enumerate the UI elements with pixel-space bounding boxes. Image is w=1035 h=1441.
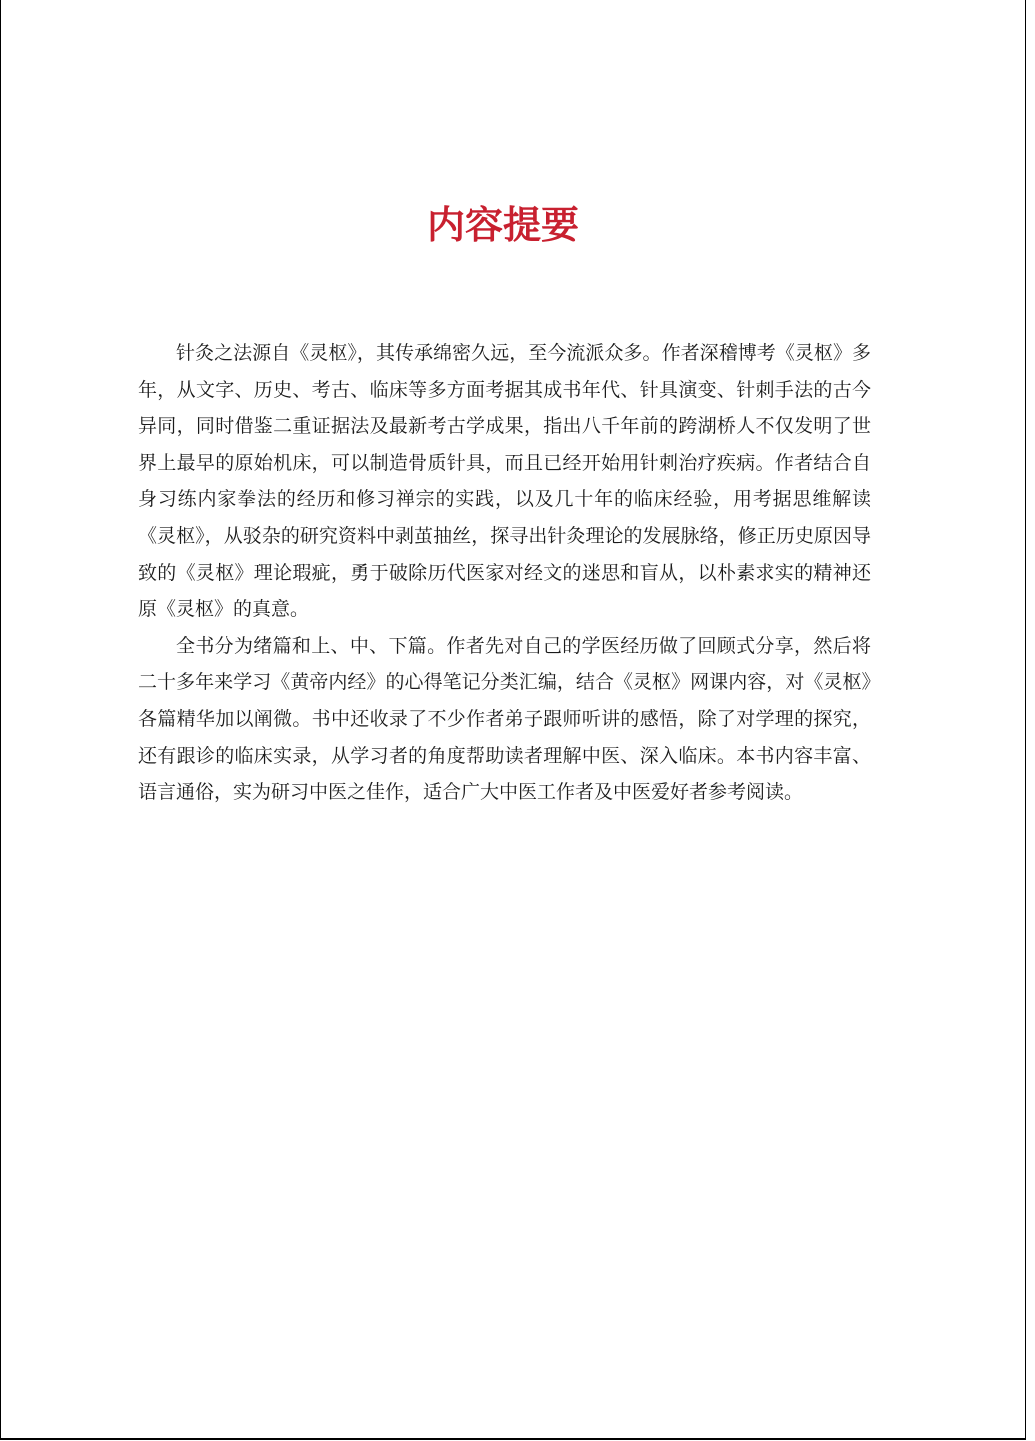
summary-body — [138, 335, 871, 811]
page-title: 内容提要 — [426, 203, 579, 247]
summary-paragraph-1: 针灸之法源自《灵枢》，其传承绵密久远，至今流派众多。作者深稽博考《灵枢》多年，从文字、历史、考古、临床等多方面考据其成书年代、针具演变、针刺手法的古今异同，同时借鉴二重证据法及最新考古学成果，指出八千年前的跨湖桥人不仅发明了世界上最早的原始机床，可以制造骨质针具，而且已经开始用针刺治疗疾病。作者结合自身习练内家拳法的经历和修习禅宗的实践，以及几十年的临床经验，用考据思维解读《灵枢》，从驳杂的研究资料中剥茧抽丝，探寻出针灸理论的发展脉络，修正历史原因导致的《灵枢》理论瑕疵，勇于破除历代医家对经文的迷思和盲从，以朴素求实的精神还原《灵枢》的真意。 — [138, 342, 871, 621]
summary-paragraph-2: 全书分为绪篇和上、中、下篇。作者先对自己的学医经历做了回顾式分享，然后将二十多年来学习《黄帝内经》的心得笔记分类汇编，结合《灵枢》网课内容，对《灵枢》各篇精华加以阐微。书中还收录了不少作者弟子跟师听讲的感悟，除了对学理的探究，还有跟诊的临床实录，从学习者的角度帮助读者理解中医、深入临床。本书内容丰富、语言通俗，实为研习中医之佳作，适合广大中医工作者及中医爱好者参考阅读。 — [138, 634, 871, 804]
